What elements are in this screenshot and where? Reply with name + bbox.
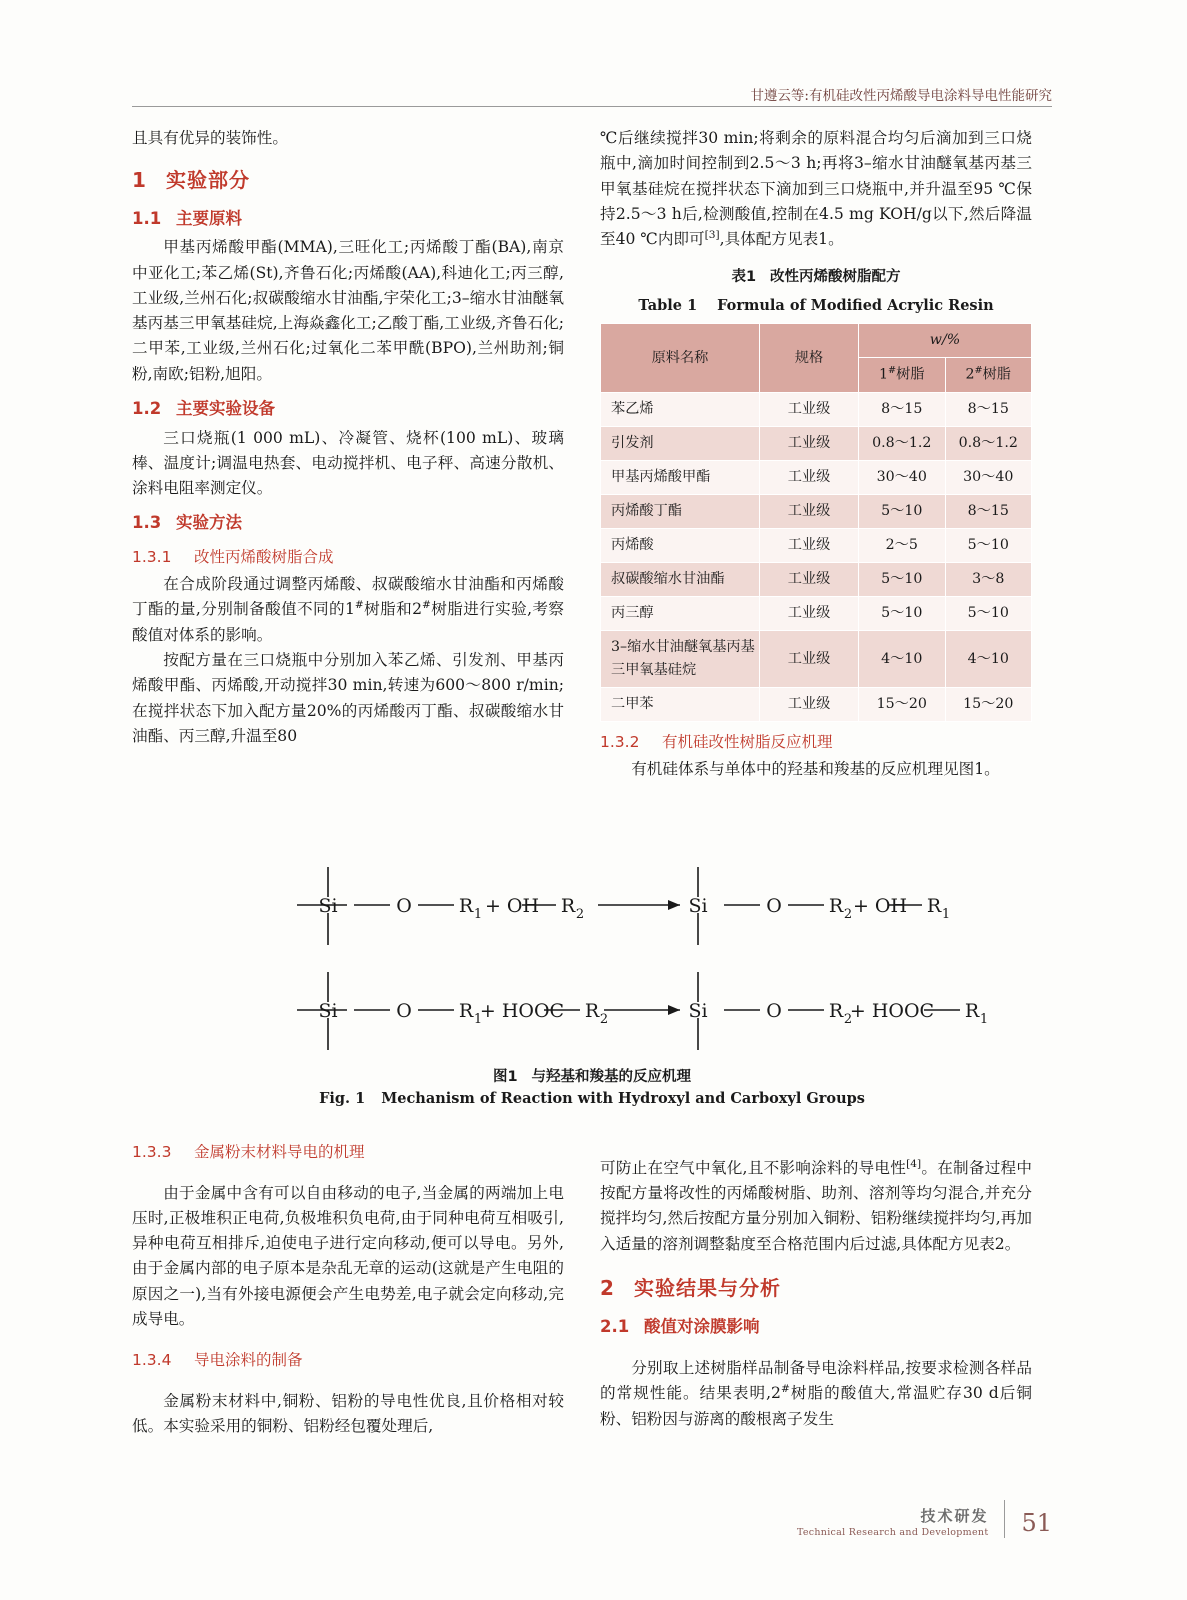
materials-paragraph: 甲基丙烯酸甲酯(MMA),三旺化工;丙烯酸丁酯(BA),南京中亚化工;苯乙烯(St),齐鲁石化;丙烯酸(AA),科迪化工;丙三醇,工业级,兰州石化;叔碳酸缩水甘油酯,宇荣化工;3–缩水甘油醚氧基丙基三甲氧基硅烷,上海焱鑫化工;乙酸丁酯,工业级,齐鲁石化;二甲苯,工业级,兰州石化;过氧化二苯甲酰(BPO),兰州助剂;铜粉,南欧;铝粉,旭阳。 — [132, 238, 564, 383]
bottom-left-paragraph-2: 金属粉末材料中,铜粉、铝粉的导电性优良,且价格相对较低。本实验采用的铜粉、铝粉经包覆处理后, — [132, 1391, 564, 1435]
cell-resin-2: 5～10 — [945, 529, 1032, 563]
heading-section-2-1-title: 酸值对涂膜影响 — [644, 1316, 760, 1336]
heading-section-1-3-1-title: 改性丙烯酸树脂合成 — [194, 548, 334, 567]
svg-text:R: R — [458, 895, 474, 917]
heading-section-1-3-3-title: 金属粉末材料导电的机理 — [194, 1143, 365, 1161]
cell-material-name: 3–缩水甘油醚氧基丙基三甲氧基硅烷 — [601, 631, 760, 688]
svg-text:2: 2 — [843, 1012, 853, 1027]
svg-text:Si: Si — [318, 895, 338, 917]
heading-section-1-2-number: 1.2 — [132, 398, 162, 418]
table-header-row-1 — [601, 324, 1032, 358]
heading-section-1-1-title: 主要原料 — [176, 208, 242, 228]
cell-material-name: 二甲苯 — [601, 688, 760, 722]
th-resin-1: 1#树脂 — [859, 358, 946, 393]
table-row — [601, 597, 1032, 631]
svg-text:Si: Si — [688, 895, 708, 917]
cell-spec: 工业级 — [760, 427, 859, 461]
left-paragraph-1: 在合成阶段通过调整丙烯酸、叔碳酸缩水甘油酯和丙烯酸丁酯的量,分别制备酸值不同的1#树脂和2#树脂进行实验,考察酸值对体系的影响。 — [132, 575, 564, 644]
heading-section-1 — [132, 164, 564, 196]
svg-text:+ HOOC: + HOOC — [479, 1000, 565, 1022]
heading-section-2-1-number: 2.1 — [600, 1316, 630, 1336]
svg-text:O: O — [396, 1000, 412, 1022]
figure-caption-en — [132, 1090, 1052, 1107]
svg-text:R: R — [560, 895, 576, 917]
cell-resin-2: 8～15 — [945, 495, 1032, 529]
heading-section-1-3-2 — [600, 730, 1032, 755]
svg-text:O: O — [766, 1000, 782, 1022]
table-row — [601, 461, 1032, 495]
heading-section-1-3-3 — [132, 1140, 564, 1165]
heading-section-1-3-3-number: 1.3.3 — [132, 1143, 172, 1161]
cell-resin-2: 0.8～1.2 — [945, 427, 1032, 461]
heading-section-2 — [600, 1272, 1032, 1304]
table-row — [601, 563, 1032, 597]
heading-section-1-2 — [132, 396, 564, 423]
footer-text — [797, 1507, 989, 1538]
cell-resin-2: 8～15 — [945, 393, 1032, 427]
heading-section-1-1 — [132, 206, 564, 233]
cell-resin-1: 2～5 — [859, 529, 946, 563]
svg-text:R: R — [584, 1000, 600, 1022]
heading-section-1-title: 实验部分 — [166, 168, 250, 193]
running-head: 甘遵云等:有机硅改性丙烯酸导电涂料导电性能研究 — [750, 88, 1052, 104]
cell-spec: 工业级 — [760, 563, 859, 597]
table-caption-text-en: Formula of Modified Acrylic Resin — [717, 296, 994, 314]
heading-section-1-3-4-number: 1.3.4 — [132, 1350, 172, 1369]
cell-material-name: 引发剂 — [601, 427, 760, 461]
cell-resin-1: 5～10 — [859, 563, 946, 597]
heading-section-1-3-1-number: 1.3.1 — [132, 548, 172, 567]
svg-text:O: O — [766, 895, 782, 917]
svg-text:1: 1 — [941, 907, 951, 922]
heading-section-1-number: 1 — [132, 168, 147, 193]
formula-table — [600, 323, 1032, 722]
right-paragraph-1: ℃后继续搅拌30 min;将剩余的原料混合均匀后滴加到三口烧瓶中,滴加时间控制到2.5～3 h;再将3–缩水甘油醚氧基丙基三甲氧基硅烷在搅拌状态下滴加到三口烧瓶中,并升温至95 ℃保持2.5～3 h后,检测酸值,控制在4.5 mg KOH/g以下,然后降温至40 ℃内即可[3],具体配方见表1。 — [600, 129, 1032, 249]
figure-caption-label-en: Fig. 1 — [319, 1090, 366, 1107]
reaction-scheme-svg — [132, 845, 1052, 1055]
cell-resin-2: 4～10 — [945, 631, 1032, 688]
table-row — [601, 393, 1032, 427]
bottom-right-column — [600, 1140, 1032, 1448]
cell-resin-1: 15～20 — [859, 688, 946, 722]
cell-resin-2: 30～40 — [945, 461, 1032, 495]
table-caption-label: 表1 — [731, 269, 757, 286]
heading-section-1-1-number: 1.1 — [132, 208, 162, 228]
left-column — [132, 126, 564, 749]
cell-spec: 工业级 — [760, 393, 859, 427]
heading-section-1-2-title: 主要实验设备 — [176, 398, 275, 418]
heading-section-1-3 — [132, 510, 564, 537]
table-row — [601, 529, 1032, 563]
cell-resin-2: 3～8 — [945, 563, 1032, 597]
cell-spec: 工业级 — [760, 631, 859, 688]
table-head — [601, 324, 1032, 393]
svg-text:1: 1 — [979, 1012, 989, 1027]
footer-divider — [1004, 1500, 1005, 1538]
svg-text:R: R — [964, 1000, 980, 1022]
table-row — [601, 631, 1032, 688]
svg-text:R: R — [926, 895, 942, 917]
cell-spec: 工业级 — [760, 597, 859, 631]
header-divider — [132, 106, 1052, 107]
cell-spec: 工业级 — [760, 529, 859, 563]
figure-caption-text: 与羟基和羧基的反应机理 — [531, 1069, 692, 1085]
th-resin-2: 2#树脂 — [945, 358, 1032, 393]
table-body — [601, 393, 1032, 722]
cell-spec: 工业级 — [760, 688, 859, 722]
cell-spec: 工业级 — [760, 495, 859, 529]
heading-section-1-3-number: 1.3 — [132, 513, 162, 533]
table-caption-cn — [600, 266, 1032, 289]
svg-text:O: O — [396, 895, 412, 917]
figure-caption-text-en: Mechanism of Reaction with Hydroxyl and Carboxyl Groups — [381, 1090, 865, 1107]
cell-material-name: 丙三醇 — [601, 597, 760, 631]
heading-section-2-1 — [600, 1314, 1032, 1341]
table-caption-en — [600, 294, 1032, 317]
th-spec: 规格 — [760, 324, 859, 393]
heading-section-1-3-title: 实验方法 — [176, 513, 242, 533]
heading-section-2-number: 2 — [600, 1276, 615, 1301]
table-row — [601, 495, 1032, 529]
figure-caption-label: 图1 — [492, 1069, 518, 1085]
bottom-right-paragraph-1: 可防止在空气中氧化,且不影响涂料的导电性[4]。在制备过程中按配方量将改性的丙烯酸树脂、助剂、溶剂等均匀混合,并充分搅拌均匀,然后按配方量分别加入铜粉、铝粉继续搅拌均匀,再加入适量的溶剂调整黏度至合格范围内后过滤,具体配方见表2。 — [600, 1157, 1032, 1253]
cell-material-name: 丙烯酸丁酯 — [601, 495, 760, 529]
cell-resin-1: 0.8～1.2 — [859, 427, 946, 461]
cell-material-name: 叔碳酸缩水甘油酯 — [601, 563, 760, 597]
heading-section-1-3-1 — [132, 545, 564, 570]
cell-resin-1: 5～10 — [859, 597, 946, 631]
cell-resin-1: 30～40 — [859, 461, 946, 495]
svg-text:2: 2 — [575, 907, 585, 922]
lead-paragraph: 且具有优异的装饰性。 — [132, 129, 288, 147]
svg-text:1: 1 — [473, 1012, 483, 1027]
footer-inner — [797, 1500, 1052, 1538]
svg-text:R: R — [458, 1000, 474, 1022]
cell-material-name: 甲基丙烯酸甲酯 — [601, 461, 760, 495]
cell-resin-1: 4～10 — [859, 631, 946, 688]
equipment-paragraph: 三口烧瓶(1 000 mL)、冷凝管、烧杯(100 mL)、玻璃棒、温度计;调温电热套、电动搅拌机、电子秤、高速分散机、涂料电阻率测定仪。 — [132, 428, 564, 498]
svg-text:+ OH: + OH — [484, 895, 540, 917]
svg-text:Si: Si — [318, 1000, 338, 1022]
th-weight-percent-group: w/% — [859, 324, 1032, 358]
heading-section-2-title: 实验结果与分析 — [634, 1276, 781, 1301]
heading-section-1-3-2-number: 1.3.2 — [600, 733, 640, 752]
cell-resin-1: 8～15 — [859, 393, 946, 427]
table-row — [601, 688, 1032, 722]
bottom-left-paragraph-1: 由于金属中含有可以自由移动的电子,当金属的两端加上电压时,正极堆积正电荷,负极堆积负电荷,由于同种电荷互相吸引,异种电荷互相排斥,迫使电子进行定向移动,便可以导电。另外,由于金属内部的电子原本是杂乱无章的运动(这就是产生电阻的原因之一),当有外接电源便会产生电势差,电子就会定向移动,完成导电。 — [132, 1183, 564, 1328]
table-row — [601, 427, 1032, 461]
th-material-name: 原料名称 — [601, 324, 760, 393]
heading-section-1-3-4 — [132, 1348, 564, 1373]
svg-text:2: 2 — [843, 907, 853, 922]
right-column — [600, 126, 1032, 783]
table-caption-text: 改性丙烯酸树脂配方 — [770, 269, 901, 286]
right-paragraph-2: 有机硅体系与单体中的羟基和羧基的反应机理见图1。 — [631, 760, 1000, 779]
footer-section-en: Technical Research and Development — [796, 1526, 989, 1538]
svg-text:1: 1 — [473, 907, 483, 922]
cell-material-name: 丙烯酸 — [601, 529, 760, 563]
table-caption-label-en: Table 1 — [638, 296, 698, 314]
svg-text:Si: Si — [688, 1000, 708, 1022]
cell-resin-1: 5～10 — [859, 495, 946, 529]
bottom-right-paragraph-2: 分别取上述树脂样品制备导电涂料样品,按要求检测各样品的常规性能。结果表明,2#树脂的酸值大,常温贮存30 d后铜粉、铝粉因与游离的酸根离子发生 — [600, 1359, 1032, 1428]
footer-section-cn: 技术研发 — [920, 1506, 989, 1525]
svg-text:+ OH: + OH — [852, 895, 908, 917]
svg-text:R: R — [828, 895, 844, 917]
svg-text:2: 2 — [599, 1012, 609, 1027]
cell-material-name: 苯乙烯 — [601, 393, 760, 427]
heading-section-1-3-4-title: 导电涂料的制备 — [194, 1350, 303, 1369]
cell-resin-2: 15～20 — [945, 688, 1032, 722]
heading-section-1-3-2-title: 有机硅改性树脂反应机理 — [662, 733, 833, 752]
page-number: 51 — [1021, 1509, 1052, 1538]
left-paragraph-2: 按配方量在三口烧瓶中分别加入苯乙烯、引发剂、甲基丙烯酸甲酯、丙烯酸,开动搅拌30 min,转速为600～800 r/min;在搅拌状态下加入配方量20%的丙烯酸丙丁酯、叔碳酸缩水甘油酯、丙三醇,升温至80 — [132, 651, 564, 745]
figure-1 — [132, 845, 1052, 1107]
svg-text:R: R — [828, 1000, 844, 1022]
figure-caption-cn — [132, 1065, 1052, 1086]
cell-spec: 工业级 — [760, 461, 859, 495]
page-footer — [797, 1500, 1052, 1538]
svg-text:+ HOOC: + HOOC — [849, 1000, 935, 1022]
cell-resin-2: 5～10 — [945, 597, 1032, 631]
bottom-left-column — [132, 1140, 564, 1455]
